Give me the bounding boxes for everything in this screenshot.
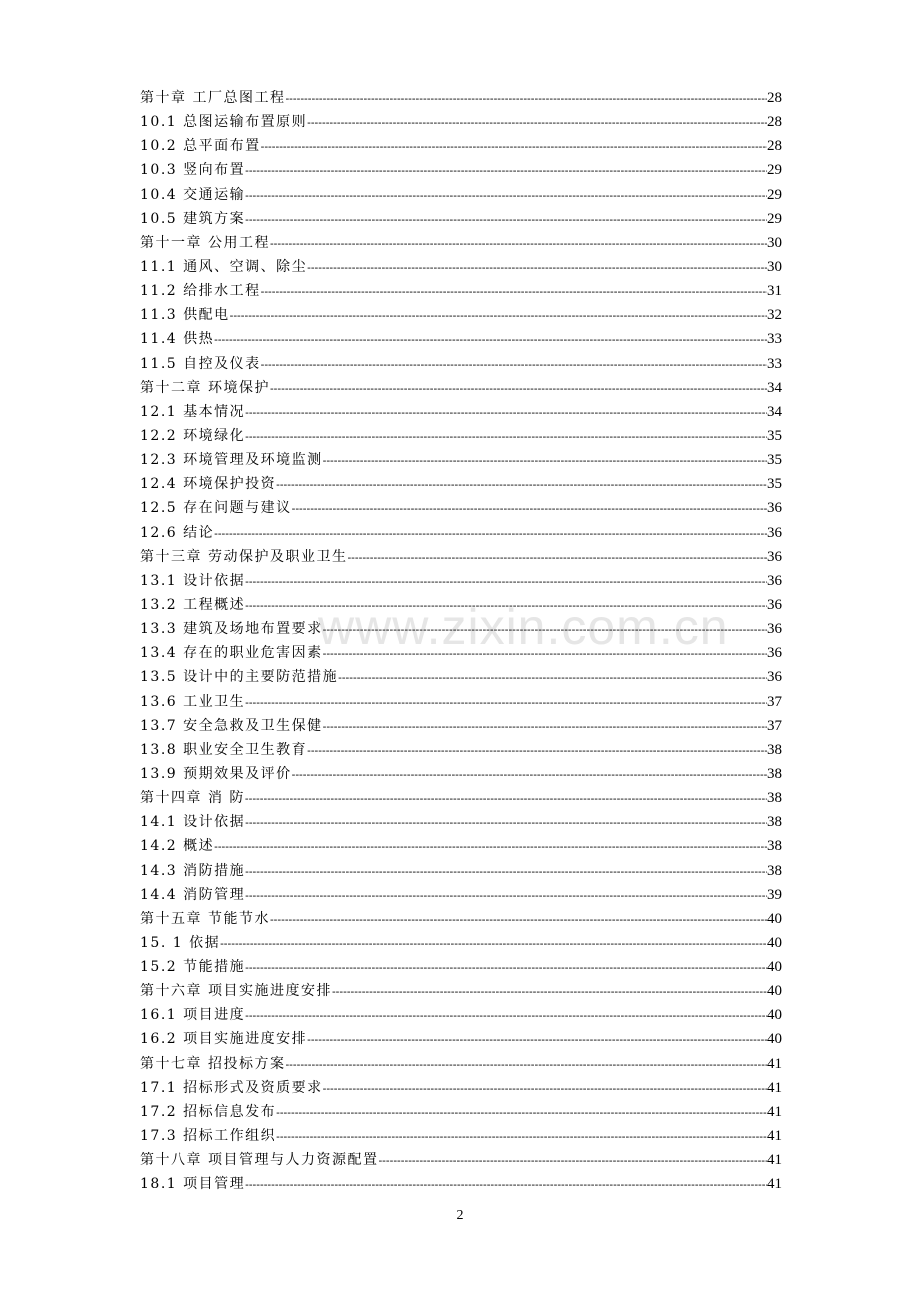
toc-entry-title: 11.3 供配电 [140, 307, 230, 324]
toc-entry-title: 10.4 交通运输 [140, 186, 246, 203]
toc-entry-page: 37 [767, 693, 782, 710]
watermark: www.zixin.com.cn [318, 599, 729, 655]
toc-entry-title: 17.3 招标工作组织 [140, 1128, 277, 1145]
toc-entry-page: 41 [767, 1055, 782, 1072]
toc-entry-page: 34 [767, 403, 782, 420]
toc-dot-leader [307, 739, 767, 763]
toc-entry-title: 14.4 消防管理 [140, 886, 246, 903]
toc-dot-leader [245, 884, 767, 908]
toc-entry[interactable] [140, 1003, 782, 1027]
toc-entry[interactable] [140, 762, 782, 786]
toc-dot-leader [230, 304, 767, 328]
toc-entry-title: 第十八章 项目管理与人力资源配置 [140, 1152, 379, 1169]
toc-entry[interactable] [140, 593, 782, 617]
toc-entry-page: 28 [767, 114, 782, 131]
toc-dot-leader [323, 618, 767, 642]
toc-entry-page: 33 [767, 331, 782, 348]
toc-entry-page: 33 [767, 355, 782, 372]
toc-entry-page: 36 [767, 548, 782, 565]
toc-entry[interactable] [140, 690, 782, 714]
toc-entry[interactable] [140, 376, 782, 400]
toc-entry-page: 41 [767, 1079, 782, 1096]
toc-entry-page: 28 [767, 90, 782, 106]
toc-entry-title: 13.7 安全急救及卫生保健 [140, 717, 323, 734]
toc-dot-leader [292, 497, 767, 521]
toc-entry[interactable] [140, 279, 782, 303]
toc-entry[interactable] [140, 207, 782, 231]
toc-dot-leader [245, 1173, 767, 1197]
toc-entry[interactable] [140, 110, 782, 134]
toc-entry-page: 38 [767, 814, 782, 831]
toc-entry-title: 10.1 总图运输布置原则 [140, 114, 308, 131]
toc-dot-leader [323, 715, 767, 739]
toc-entry-title: 11.1 通风、空调、除尘 [140, 258, 308, 275]
toc-entry[interactable] [140, 834, 782, 858]
toc-entry-page: 36 [767, 645, 782, 662]
toc-dot-leader [307, 256, 767, 280]
toc-entry-title: 14.1 设计依据 [140, 814, 246, 831]
toc-entry-page: 39 [767, 886, 782, 903]
toc-entry[interactable] [140, 786, 782, 810]
toc-entry-page: 36 [767, 621, 782, 638]
toc-dot-leader [261, 135, 767, 159]
toc-entry-page: 41 [767, 1128, 782, 1145]
toc-entry[interactable] [140, 617, 782, 641]
toc-dot-leader [261, 353, 767, 377]
toc-entry[interactable] [140, 1148, 782, 1172]
toc-dot-leader [332, 980, 767, 1004]
toc-entry[interactable] [140, 714, 782, 738]
toc-dot-leader [323, 642, 767, 666]
toc-dot-leader [245, 425, 767, 449]
toc-entry[interactable] [140, 1052, 782, 1076]
toc-dot-leader [323, 449, 767, 473]
toc-entry-title: 11.2 给排水工程 [140, 283, 261, 300]
toc-entry-title: 16.1 项目进度 [140, 1007, 246, 1024]
toc-entry-title: 17.2 招标信息发布 [140, 1103, 277, 1120]
toc-entry-title: 第十三章 劳动保护及职业卫生 [140, 548, 348, 565]
toc-entry[interactable] [140, 955, 782, 979]
toc-dot-leader [245, 691, 767, 715]
toc-entry[interactable] [140, 641, 782, 665]
toc-dot-leader [270, 377, 767, 401]
toc-entry-title: 13.9 预期效果及评价 [140, 765, 292, 782]
toc-dot-leader [245, 811, 767, 835]
page-number: 2 [456, 1208, 464, 1223]
toc-entry[interactable] [140, 883, 782, 907]
toc-dot-leader [378, 1149, 767, 1173]
toc-dot-leader [245, 184, 767, 208]
toc-entry-page: 41 [767, 1176, 782, 1193]
toc-entry-title: 14.2 概述 [140, 838, 215, 855]
toc-dot-leader [285, 87, 767, 111]
toc-entry-page: 38 [767, 790, 782, 807]
toc-entry-title: 15. 1 依据 [140, 934, 221, 951]
toc-dot-leader [338, 666, 767, 690]
toc-entry[interactable] [140, 1100, 782, 1124]
table-of-contents [140, 86, 782, 1196]
toc-entry[interactable] [140, 545, 782, 569]
toc-entry[interactable] [140, 1124, 782, 1148]
toc-dot-leader [261, 280, 767, 304]
toc-entry-page: 40 [767, 910, 782, 927]
toc-entry[interactable] [140, 859, 782, 883]
toc-entry-page: 29 [767, 186, 782, 203]
toc-dot-leader [270, 232, 767, 256]
toc-entry-page: 36 [767, 669, 782, 686]
toc-entry[interactable] [140, 1027, 782, 1051]
toc-dot-leader [245, 570, 767, 594]
toc-entry-title: 13.1 设计依据 [140, 572, 246, 589]
toc-dot-leader [276, 473, 767, 497]
toc-entry[interactable] [140, 1076, 782, 1100]
toc-entry-title: 13.4 存在的职业危害因素 [140, 645, 323, 662]
toc-dot-leader [323, 1077, 767, 1101]
toc-entry[interactable] [140, 400, 782, 424]
toc-entry-page: 34 [767, 379, 782, 396]
toc-entry[interactable] [140, 472, 782, 496]
toc-entry-page: 41 [767, 1103, 782, 1120]
toc-entry[interactable] [140, 134, 782, 158]
toc-entry-title: 17.1 招标形式及资质要求 [140, 1079, 323, 1096]
toc-entry-title: 第十一章 公用工程 [140, 234, 270, 251]
toc-entry-page: 40 [767, 983, 782, 1000]
toc-entry-title: 11.5 自控及仪表 [140, 355, 261, 372]
toc-entry[interactable] [140, 931, 782, 955]
toc-entry-title: 12.4 环境保护投资 [140, 476, 277, 493]
toc-dot-leader [276, 1101, 767, 1125]
toc-entry-title: 第十七章 招投标方案 [140, 1055, 286, 1072]
toc-entry-page: 40 [767, 934, 782, 951]
toc-entry[interactable] [140, 303, 782, 327]
toc-entry[interactable] [140, 979, 782, 1003]
toc-entry-page: 32 [767, 307, 782, 324]
toc-dot-leader [285, 1053, 767, 1077]
toc-entry-title: 第十四章 消 防 [140, 790, 245, 807]
toc-entry[interactable] [140, 810, 782, 834]
toc-entry-page: 31 [767, 283, 782, 300]
toc-entry-title: 13.2 工程概述 [140, 596, 246, 613]
toc-dot-leader [214, 522, 767, 546]
toc-entry-page: 38 [767, 765, 782, 782]
toc-entry-title: 10.2 总平面布置 [140, 138, 261, 155]
toc-dot-leader [214, 328, 767, 352]
toc-dot-leader [245, 401, 767, 425]
toc-entry-title: 第十六章 项目实施进度安排 [140, 983, 332, 1000]
toc-entry[interactable] [140, 352, 782, 376]
toc-entry[interactable] [140, 738, 782, 762]
toc-dot-leader [214, 835, 767, 859]
toc-entry[interactable] [140, 158, 782, 182]
toc-entry-page: 38 [767, 838, 782, 855]
toc-entry[interactable] [140, 521, 782, 545]
toc-entry-page: 38 [767, 862, 782, 879]
toc-dot-leader [245, 159, 767, 183]
toc-dot-leader [307, 1028, 767, 1052]
toc-entry-page: 35 [767, 452, 782, 469]
toc-entry[interactable] [140, 183, 782, 207]
toc-entry-page: 30 [767, 234, 782, 251]
toc-entry-title: 第十二章 环境保护 [140, 379, 270, 396]
toc-entry-title: 13.3 建筑及场地布置要求 [140, 621, 323, 638]
toc-entry-title: 12.6 结论 [140, 524, 215, 541]
toc-entry[interactable] [140, 665, 782, 689]
toc-entry-page: 36 [767, 524, 782, 541]
toc-entry[interactable] [140, 255, 782, 279]
toc-dot-leader [270, 908, 767, 932]
toc-dot-leader [276, 1125, 767, 1149]
toc-entry-page: 40 [767, 1031, 782, 1048]
toc-dot-leader [347, 546, 767, 570]
toc-entry[interactable] [140, 907, 782, 931]
toc-entry-title: 12.3 环境管理及环境监测 [140, 452, 323, 469]
toc-entry[interactable] [140, 86, 782, 110]
toc-dot-leader [245, 787, 767, 811]
toc-entry-page: 41 [767, 1152, 782, 1169]
toc-entry-title: 18.1 项目管理 [140, 1176, 246, 1193]
toc-entry-title: 13.6 工业卫生 [140, 693, 246, 710]
toc-entry-title: 13.8 职业安全卫生教育 [140, 741, 308, 758]
toc-dot-leader [245, 860, 767, 884]
toc-entry-page: 30 [767, 258, 782, 275]
toc-dot-leader [245, 594, 767, 618]
toc-entry-title: 10.3 竖向布置 [140, 162, 246, 179]
toc-entry-title: 第十章 工厂总图工程 [140, 90, 286, 106]
toc-entry-page: 36 [767, 572, 782, 589]
toc-entry-title: 12.5 存在问题与建议 [140, 500, 292, 517]
toc-entry[interactable] [140, 424, 782, 448]
toc-entry-page: 37 [767, 717, 782, 734]
toc-entry[interactable] [140, 1172, 782, 1196]
toc-dot-leader [220, 932, 767, 956]
toc-dot-leader [245, 208, 767, 232]
toc-entry-title: 14.3 消防措施 [140, 862, 246, 879]
toc-entry[interactable] [140, 496, 782, 520]
toc-entry[interactable] [140, 569, 782, 593]
toc-entry-title: 12.1 基本情况 [140, 403, 246, 420]
toc-entry-title: 第十五章 节能节水 [140, 910, 270, 927]
toc-entry-page: 38 [767, 741, 782, 758]
toc-dot-leader [292, 763, 767, 787]
toc-entry-title: 11.4 供热 [140, 331, 215, 348]
toc-entry-title: 16.2 项目实施进度安排 [140, 1031, 308, 1048]
toc-entry-title: 12.2 环境绿化 [140, 427, 246, 444]
toc-entry-title: 13.5 设计中的主要防范措施 [140, 669, 339, 686]
toc-entry-page: 36 [767, 596, 782, 613]
toc-entry-page: 29 [767, 210, 782, 227]
toc-dot-leader [245, 956, 767, 980]
toc-entry-page: 36 [767, 500, 782, 517]
toc-entry-page: 35 [767, 476, 782, 493]
toc-entry[interactable] [140, 327, 782, 351]
toc-entry-page: 29 [767, 162, 782, 179]
toc-dot-leader [245, 1004, 767, 1028]
toc-entry[interactable] [140, 448, 782, 472]
toc-dot-leader [307, 111, 767, 135]
toc-entry-page: 40 [767, 1007, 782, 1024]
toc-entry-page: 35 [767, 427, 782, 444]
toc-entry-page: 28 [767, 138, 782, 155]
toc-entry-page: 40 [767, 959, 782, 976]
toc-entry-title: 10.5 建筑方案 [140, 210, 246, 227]
toc-entry[interactable] [140, 231, 782, 255]
toc-entry-title: 15.2 节能措施 [140, 959, 246, 976]
